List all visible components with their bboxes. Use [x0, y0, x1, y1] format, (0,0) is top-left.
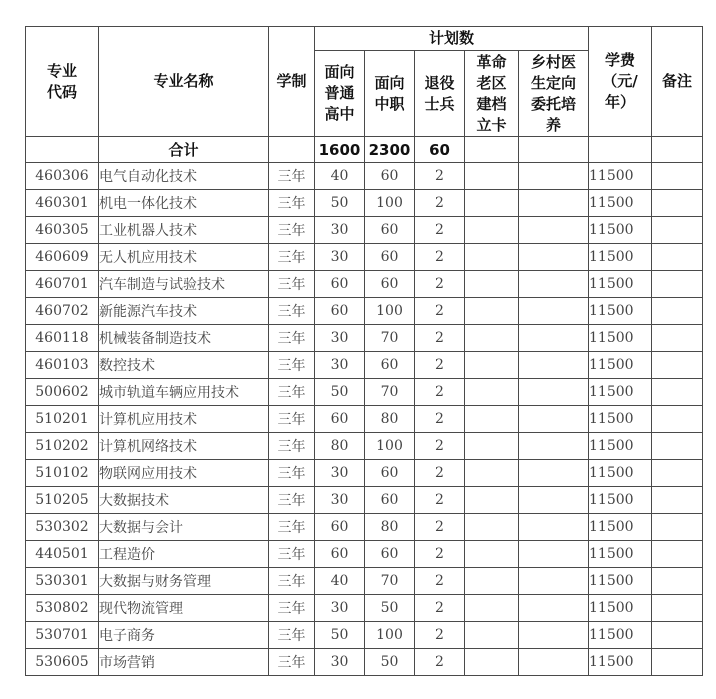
cell-revolutionary [465, 352, 519, 379]
cell-fee: 11500 [589, 649, 652, 676]
cell-revolutionary [465, 649, 519, 676]
cell-general-hs: 30 [315, 217, 365, 244]
cell-rural-doctor [519, 298, 589, 325]
cell-vocational: 60 [365, 352, 415, 379]
cell-vocational: 70 [365, 325, 415, 352]
cell-vocational: 100 [365, 622, 415, 649]
cell-revolutionary [465, 298, 519, 325]
cell-major-name: 汽车制造与试验技术 [99, 271, 269, 298]
cell-code: 530301 [26, 568, 99, 595]
cell-remark [652, 433, 703, 460]
table-row [26, 352, 703, 379]
cell-veterans: 2 [415, 433, 465, 460]
cell-general-hs: 60 [315, 298, 365, 325]
cell-duration: 三年 [269, 271, 315, 298]
cell-rural-doctor [519, 379, 589, 406]
cell-remark [652, 298, 703, 325]
cell-remark [652, 514, 703, 541]
cell-veterans: 2 [415, 514, 465, 541]
cell-general-hs: 30 [315, 460, 365, 487]
cell-code: 510205 [26, 487, 99, 514]
table-row [26, 541, 703, 568]
total-fee [589, 137, 652, 163]
cell-duration: 三年 [269, 244, 315, 271]
header-veterans: 退役 士兵 [415, 51, 465, 137]
cell-rural-doctor [519, 244, 589, 271]
cell-major-name: 机械装备制造技术 [99, 325, 269, 352]
cell-general-hs: 60 [315, 541, 365, 568]
table-row [26, 406, 703, 433]
cell-rural-doctor [519, 163, 589, 190]
cell-revolutionary [465, 325, 519, 352]
cell-duration: 三年 [269, 379, 315, 406]
cell-code: 460301 [26, 190, 99, 217]
cell-duration: 三年 [269, 622, 315, 649]
header-rural-doctor: 乡村医 生定向 委托培 养 [519, 51, 589, 137]
cell-code: 530605 [26, 649, 99, 676]
cell-general-hs: 50 [315, 622, 365, 649]
total-veterans: 60 [415, 137, 465, 163]
header-plan-group: 计划数 [315, 27, 589, 51]
cell-fee: 11500 [589, 190, 652, 217]
cell-remark [652, 622, 703, 649]
cell-fee: 11500 [589, 460, 652, 487]
cell-revolutionary [465, 433, 519, 460]
table-body [26, 137, 703, 676]
cell-major-name: 现代物流管理 [99, 595, 269, 622]
cell-remark [652, 244, 703, 271]
cell-remark [652, 163, 703, 190]
cell-veterans: 2 [415, 568, 465, 595]
cell-duration: 三年 [269, 163, 315, 190]
cell-veterans: 2 [415, 298, 465, 325]
cell-major-name: 市场营销 [99, 649, 269, 676]
cell-revolutionary [465, 460, 519, 487]
cell-code: 530701 [26, 622, 99, 649]
cell-general-hs: 40 [315, 163, 365, 190]
cell-veterans: 2 [415, 244, 465, 271]
cell-veterans: 2 [415, 487, 465, 514]
cell-revolutionary [465, 379, 519, 406]
cell-vocational: 60 [365, 541, 415, 568]
cell-duration: 三年 [269, 649, 315, 676]
cell-major-name: 电气自动化技术 [99, 163, 269, 190]
cell-revolutionary [465, 163, 519, 190]
cell-vocational: 50 [365, 595, 415, 622]
cell-revolutionary [465, 271, 519, 298]
enrollment-plan-table [25, 26, 703, 676]
cell-duration: 三年 [269, 352, 315, 379]
cell-vocational: 60 [365, 271, 415, 298]
cell-duration: 三年 [269, 217, 315, 244]
cell-remark [652, 325, 703, 352]
cell-fee: 11500 [589, 163, 652, 190]
cell-general-hs: 60 [315, 514, 365, 541]
cell-remark [652, 190, 703, 217]
header-vocational: 面向 中职 [365, 51, 415, 137]
cell-fee: 11500 [589, 568, 652, 595]
cell-remark [652, 379, 703, 406]
cell-revolutionary [465, 568, 519, 595]
header-name: 专业名称 [99, 27, 269, 137]
cell-code: 460118 [26, 325, 99, 352]
cell-rural-doctor [519, 325, 589, 352]
cell-revolutionary [465, 514, 519, 541]
cell-major-name: 大数据与财务管理 [99, 568, 269, 595]
cell-duration: 三年 [269, 568, 315, 595]
cell-veterans: 2 [415, 352, 465, 379]
cell-veterans: 2 [415, 622, 465, 649]
cell-veterans: 2 [415, 460, 465, 487]
table-row [26, 298, 703, 325]
cell-code: 510201 [26, 406, 99, 433]
header-revolutionary: 革命 老区 建档 立卡 [465, 51, 519, 137]
cell-major-name: 数控技术 [99, 352, 269, 379]
cell-general-hs: 30 [315, 244, 365, 271]
cell-rural-doctor [519, 568, 589, 595]
cell-revolutionary [465, 244, 519, 271]
cell-major-name: 城市轨道车辆应用技术 [99, 379, 269, 406]
cell-rural-doctor [519, 460, 589, 487]
cell-veterans: 2 [415, 190, 465, 217]
cell-vocational: 100 [365, 433, 415, 460]
total-label: 合计 [99, 137, 269, 163]
cell-rural-doctor [519, 595, 589, 622]
cell-duration: 三年 [269, 406, 315, 433]
table-row [26, 595, 703, 622]
cell-vocational: 60 [365, 460, 415, 487]
cell-general-hs: 50 [315, 190, 365, 217]
cell-code: 460701 [26, 271, 99, 298]
cell-revolutionary [465, 487, 519, 514]
cell-general-hs: 80 [315, 433, 365, 460]
cell-fee: 11500 [589, 514, 652, 541]
cell-remark [652, 568, 703, 595]
cell-major-name: 计算机网络技术 [99, 433, 269, 460]
cell-rural-doctor [519, 217, 589, 244]
table-row [26, 190, 703, 217]
cell-vocational: 100 [365, 190, 415, 217]
table-row [26, 217, 703, 244]
cell-vocational: 100 [365, 298, 415, 325]
cell-major-name: 无人机应用技术 [99, 244, 269, 271]
cell-code: 460103 [26, 352, 99, 379]
cell-revolutionary [465, 406, 519, 433]
cell-major-name: 大数据技术 [99, 487, 269, 514]
cell-remark [652, 595, 703, 622]
cell-fee: 11500 [589, 325, 652, 352]
cell-revolutionary [465, 217, 519, 244]
cell-revolutionary [465, 190, 519, 217]
cell-revolutionary [465, 622, 519, 649]
cell-remark [652, 460, 703, 487]
total-remark [652, 137, 703, 163]
cell-code: 460702 [26, 298, 99, 325]
cell-remark [652, 217, 703, 244]
cell-code: 460305 [26, 217, 99, 244]
table-row [26, 460, 703, 487]
cell-major-name: 计算机应用技术 [99, 406, 269, 433]
table-row [26, 163, 703, 190]
cell-remark [652, 649, 703, 676]
cell-remark [652, 541, 703, 568]
header-code: 专业 代码 [26, 27, 99, 137]
cell-fee: 11500 [589, 487, 652, 514]
cell-fee: 11500 [589, 271, 652, 298]
cell-general-hs: 30 [315, 325, 365, 352]
header-general-hs: 面向 普通 高中 [315, 51, 365, 137]
cell-rural-doctor [519, 649, 589, 676]
cell-veterans: 2 [415, 163, 465, 190]
cell-duration: 三年 [269, 487, 315, 514]
cell-major-name: 大数据与会计 [99, 514, 269, 541]
cell-code: 460306 [26, 163, 99, 190]
cell-veterans: 2 [415, 406, 465, 433]
cell-rural-doctor [519, 352, 589, 379]
cell-veterans: 2 [415, 649, 465, 676]
cell-fee: 11500 [589, 433, 652, 460]
cell-duration: 三年 [269, 433, 315, 460]
cell-rural-doctor [519, 514, 589, 541]
header-remark: 备注 [652, 27, 703, 137]
total-general-hs: 1600 [315, 137, 365, 163]
total-code-cell [26, 137, 99, 163]
table-row [26, 433, 703, 460]
cell-duration: 三年 [269, 541, 315, 568]
total-row [26, 137, 703, 163]
header-fee: 学费 （元/ 年） [589, 27, 652, 137]
cell-rural-doctor [519, 271, 589, 298]
total-rural-doctor [519, 137, 589, 163]
header-duration: 学制 [269, 27, 315, 137]
cell-major-name: 物联网应用技术 [99, 460, 269, 487]
cell-general-hs: 40 [315, 568, 365, 595]
cell-vocational: 60 [365, 163, 415, 190]
cell-fee: 11500 [589, 352, 652, 379]
cell-code: 510202 [26, 433, 99, 460]
cell-major-name: 工业机器人技术 [99, 217, 269, 244]
cell-fee: 11500 [589, 379, 652, 406]
cell-duration: 三年 [269, 325, 315, 352]
cell-veterans: 2 [415, 541, 465, 568]
cell-general-hs: 60 [315, 271, 365, 298]
cell-fee: 11500 [589, 244, 652, 271]
cell-general-hs: 30 [315, 352, 365, 379]
table-row [26, 325, 703, 352]
cell-fee: 11500 [589, 298, 652, 325]
cell-duration: 三年 [269, 190, 315, 217]
cell-major-name: 机电一体化技术 [99, 190, 269, 217]
cell-duration: 三年 [269, 460, 315, 487]
cell-code: 530802 [26, 595, 99, 622]
cell-code: 460609 [26, 244, 99, 271]
cell-rural-doctor [519, 541, 589, 568]
cell-rural-doctor [519, 190, 589, 217]
cell-veterans: 2 [415, 325, 465, 352]
cell-fee: 11500 [589, 622, 652, 649]
cell-fee: 11500 [589, 595, 652, 622]
cell-code: 510102 [26, 460, 99, 487]
table-row [26, 568, 703, 595]
cell-veterans: 2 [415, 379, 465, 406]
cell-vocational: 50 [365, 649, 415, 676]
cell-remark [652, 271, 703, 298]
cell-major-name: 新能源汽车技术 [99, 298, 269, 325]
total-revolutionary [465, 137, 519, 163]
cell-code: 530302 [26, 514, 99, 541]
table-row [26, 514, 703, 541]
table-row [26, 271, 703, 298]
cell-fee: 11500 [589, 541, 652, 568]
table-row [26, 649, 703, 676]
cell-fee: 11500 [589, 217, 652, 244]
cell-general-hs: 50 [315, 379, 365, 406]
cell-general-hs: 30 [315, 595, 365, 622]
cell-veterans: 2 [415, 217, 465, 244]
cell-general-hs: 30 [315, 649, 365, 676]
cell-rural-doctor [519, 622, 589, 649]
cell-rural-doctor [519, 406, 589, 433]
cell-rural-doctor [519, 487, 589, 514]
cell-vocational: 60 [365, 217, 415, 244]
cell-vocational: 70 [365, 568, 415, 595]
table-row [26, 622, 703, 649]
cell-general-hs: 30 [315, 487, 365, 514]
cell-revolutionary [465, 595, 519, 622]
cell-vocational: 80 [365, 406, 415, 433]
table-row [26, 244, 703, 271]
cell-code: 440501 [26, 541, 99, 568]
cell-duration: 三年 [269, 514, 315, 541]
cell-major-name: 工程造价 [99, 541, 269, 568]
table-row [26, 487, 703, 514]
table-row [26, 379, 703, 406]
cell-remark [652, 352, 703, 379]
cell-vocational: 60 [365, 487, 415, 514]
cell-revolutionary [465, 541, 519, 568]
cell-veterans: 2 [415, 271, 465, 298]
cell-fee: 11500 [589, 406, 652, 433]
cell-duration: 三年 [269, 298, 315, 325]
cell-general-hs: 60 [315, 406, 365, 433]
cell-major-name: 电子商务 [99, 622, 269, 649]
cell-vocational: 80 [365, 514, 415, 541]
cell-rural-doctor [519, 433, 589, 460]
cell-vocational: 60 [365, 244, 415, 271]
total-vocational: 2300 [365, 137, 415, 163]
cell-vocational: 70 [365, 379, 415, 406]
cell-remark [652, 487, 703, 514]
cell-duration: 三年 [269, 595, 315, 622]
cell-remark [652, 406, 703, 433]
cell-code: 500602 [26, 379, 99, 406]
cell-veterans: 2 [415, 595, 465, 622]
total-duration-cell [269, 137, 315, 163]
